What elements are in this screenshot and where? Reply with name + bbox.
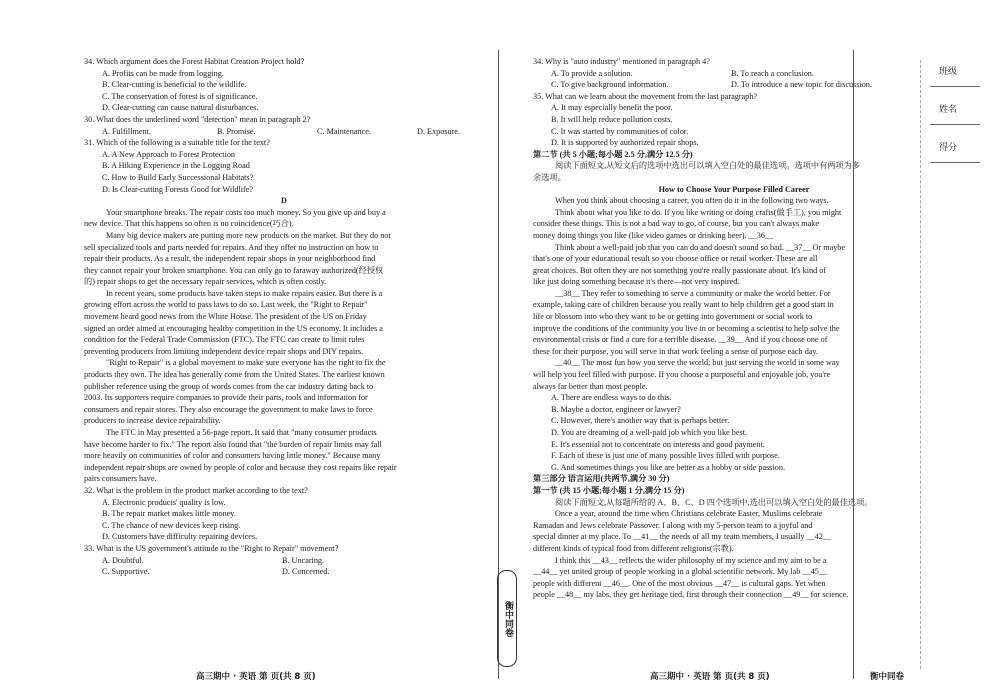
text-line: repair their products. As a result, the independent repair shops in your neighborhood find — [84, 254, 376, 264]
text-line: When you think about choosing a career, you often do it in the following two ways. — [555, 196, 829, 206]
text-line: 阅读下面短文,从短文后的选项中选出可以填入空白处的最佳选项。选项中有两项为多 — [555, 161, 860, 171]
seal-stamp: 衡中同卷 — [497, 570, 517, 667]
text-line: 第一节 (共 15 小题;每小题 1 分,满分 15 分) — [533, 485, 685, 495]
text-line: independent repair shops are owned by people of color and because they cost repairs like repair — [84, 462, 397, 472]
text-line: A. It may especially benefit the poor. — [551, 103, 673, 113]
option-item: A. Doubtful. — [102, 555, 144, 565]
right-page-content — [533, 56, 935, 601]
text-line: life or blossom into who they want to be or getting into government or social work to — [533, 312, 813, 322]
text-line: 35. What can we learn about the movement from the last paragraph? — [533, 91, 758, 101]
text-line: C. It was started by communities of color. — [551, 126, 689, 136]
margin-divider — [853, 50, 854, 679]
text-line: B. A Hiking Experience in the Logging Road — [102, 161, 250, 171]
option-item: D. Concerned. — [282, 567, 330, 577]
text-line: B. It will help reduce pollution costs. — [551, 114, 673, 124]
option-item: D. Exposure. — [417, 126, 460, 136]
text-line: "Right to Repair" is a global movement to make sure everyone has the right to fix the — [106, 358, 386, 368]
text-line: Your smartphone breaks. The repair costs too much money. So you give up and buy a — [106, 207, 386, 217]
text-line: producers to increase device repairability. — [84, 416, 221, 426]
text-line: 33. What is the US government's attitude to the "Right to Repair" movement? — [84, 543, 339, 553]
text-line: D. Clear-cutting can cause natural disturbances. — [102, 103, 259, 113]
name-label: 姓名 — [939, 105, 958, 115]
text-line: 第二节 (共 5 小题;每小题 2.5 分,满分 12.5 分) — [533, 149, 693, 159]
text-line: great choices. But often they are not something you're really passionate about. It's kind of — [533, 265, 827, 275]
text-line: environmental crisis or find a cure for a terrible disease. __39__ And if you choose one of — [533, 335, 828, 345]
text-line: they cannot repair your broken smartphone. You can only go to faraway authorized(经授权 — [84, 265, 384, 275]
text-line: C. The conservation of forest is of significance. — [102, 91, 258, 101]
text-line: 30. What does the underlined word "detection" mean in paragraph 2? — [84, 114, 311, 124]
text-line: these for their purpose, you will serve in that work feeling a sense of purpose each day. — [533, 346, 819, 356]
text-line: like just doing something because it's there—not very inspired. — [533, 277, 740, 287]
side-margin — [870, 0, 1000, 689]
text-line: The FTC in May presented a 56-page report. It said that "many consumer products — [106, 428, 377, 437]
name-line — [930, 124, 980, 125]
text-line: products they own. The idea has generally come from the United States. The earliest known — [84, 370, 385, 380]
text-line: sell specialized tools and parts needed for repairs. And they offer no instruction on how to — [84, 242, 379, 252]
text-line: Think about a well-paid job that you can do and doesn't sound so bad. __37__ Or maybe — [555, 242, 846, 252]
option-item: B. To reach a conclusion. — [731, 68, 814, 78]
text-line — [84, 126, 484, 138]
text-line: growing effort across the world to pass laws to do so. Last week, the "Right to Repair" — [84, 300, 368, 310]
option-item: B. Promise. — [217, 126, 256, 136]
text-line: signed an order aimed at encouraging healthy competition in the US economy. It includes a — [84, 323, 383, 333]
text-line: A. There are endless ways to do this. — [551, 393, 672, 403]
text-line: Once a year, around the time when Christians celebrate Easter, Muslims celebrate — [555, 509, 823, 519]
score-line — [930, 162, 980, 163]
text-line: people __48__ my labs, they get heritage tied, first through their connection __49__ for science. — [533, 590, 849, 600]
option-item: A. To provide a solution. — [551, 68, 633, 78]
cut-line — [920, 60, 921, 669]
text-line: A. A New Approach to Forest Protection — [102, 149, 236, 159]
text-line: have become harder to fix." The report also found that "the burden of repair limits may fall — [84, 439, 382, 449]
text-line: 34. Which argument does the Forest Habitat Creation Project hold? — [84, 57, 305, 66]
text-line: Many big device makers are putting more new products on the market. But they do not — [106, 230, 391, 240]
text-line: B. The repair market makes little money. — [102, 509, 236, 519]
option-item: D. To introduce a new topic for discussion. — [731, 80, 872, 90]
option-item: C. To give background information. — [551, 80, 669, 90]
text-line: __40__ The most fun how you serve the world; but just serving the world in some way — [555, 358, 840, 368]
text-line: consider these things. This is not a bad way to go, of course, but you can't always make — [533, 219, 820, 229]
right-page-footer: 高三期中 · 英语 第 页(共 8 页) — [650, 672, 770, 682]
text-line: G. And sometimes things you like are better as a hobby or side passion. — [551, 462, 785, 472]
text-line: movement heard good news from the White House. The president of the US on Friday — [84, 312, 367, 322]
text-line — [533, 79, 935, 91]
text-line: In recent years, some products have taken steps to make repairs easier. But there is a — [106, 288, 383, 298]
text-line: condition for the Federal Trade Commission (FTC). The FTC can create to limit rules — [84, 335, 365, 345]
text-line: __44__ yet united group of people working in a global scientific network. My lab __45__ — [533, 567, 828, 577]
text-line: 31. Which of the following is a suitable title for the text? — [84, 138, 270, 148]
option-item: A. Fulfillment. — [102, 126, 151, 136]
score-label: 得分 — [939, 143, 958, 153]
text-line: publisher reference using the group of words comes from the car industry dating back to — [84, 381, 374, 391]
text-line: D. Is Clear-cutting Forests Good for Wildlife? — [102, 184, 254, 194]
class-label: 班级 — [939, 67, 958, 77]
text-line: 的) repair shops to get the necessary repair services, which is often costly. — [84, 277, 327, 287]
text-line: will help you feel filled with purpose. If you choose a purposeful and enjoyable job, you're — [533, 370, 831, 380]
text-line: D — [281, 196, 287, 206]
text-line: How to Choose Your Purpose Filled Career — [658, 184, 810, 194]
text-line: I think this __43__ reflects the wider philosophy of my science and my aim to be a — [555, 555, 827, 565]
option-item: C. Maintenance. — [317, 126, 371, 136]
text-line: D. You are dreaming of a well-paid job which you like best. — [551, 428, 748, 437]
text-line: 第三部分 语言运用(共两节,满分 30 分) — [533, 474, 670, 484]
text-line: D. It is supported by authorized repair shops. — [551, 138, 699, 148]
left-page-footer: 高三期中 · 英语 第 页(共 8 页) — [196, 672, 316, 682]
side-footer: 衡中同卷 — [870, 672, 905, 682]
text-line: C. The chance of new devices keep rising. — [102, 520, 241, 530]
text-line: C. How to Build Early Successional Habitats? — [102, 172, 254, 182]
text-line: Think about what you like to do. If you like writing or doing crafts(做手工), you might — [555, 207, 842, 217]
text-line: 余选项。 — [533, 172, 566, 182]
left-page-content — [84, 56, 484, 578]
text-line: example, taking care of children because you really want to help children get a good start in — [533, 300, 834, 310]
text-line: consumers and repair stores. They also encourage the government to make laws to force — [84, 404, 373, 414]
text-line: Ramadan and Jews celebrate Passover. I along with my 5-person team to a joyful and — [533, 520, 813, 530]
text-line: A. Profits can be made from logging. — [102, 68, 224, 78]
text-line: always far better than most people. — [533, 381, 648, 391]
text-line — [84, 555, 484, 567]
text-line: different kinds of typical food from different religions(宗教). — [533, 543, 734, 553]
text-line: 2003. Its supporters require companies to provide their parts, tools and information for — [84, 393, 368, 403]
text-line: money doing things you like (like video games or drinking beer). __36__ — [533, 230, 774, 240]
option-item: B. Uncaring. — [282, 555, 325, 565]
text-line: preventing producers from limiting independent device repair shops and DIY repairs. — [84, 346, 364, 356]
text-line: that's one of your educational result so you choose office or retail worker. These are all — [533, 254, 818, 264]
text-line: 阅读下面短文,从每题所给的 A、B、C、D 四个选项中,选出可以填入空白处的最佳选项。 — [555, 497, 873, 507]
text-line: E. It's essential not to concentrate on interests and good payment. — [551, 439, 765, 449]
text-line: 32. What is the problem in the product market according to the text? — [84, 485, 308, 495]
text-line: people with different __46__. One of the most obvious __47__ is cultural gaps. Yet when — [533, 578, 826, 588]
text-line: 34. Why is "auto industry" mentioned in paragraph 4? — [533, 57, 710, 66]
text-line: improve the conditions of the community you live in or becoming a scientist to help solve the — [533, 323, 840, 333]
option-item: C. Supportive. — [102, 567, 150, 577]
text-line: special dinner at my place. To __41__ the needs of all my team members, I usually __42__ — [533, 532, 832, 542]
text-line — [533, 68, 935, 80]
class-line — [930, 86, 980, 87]
text-line: F. Each of these is just one of many possible lives filled with purpose. — [551, 451, 780, 461]
text-line — [84, 566, 484, 578]
text-line: more heavily on communities of color and consumers having little money." Because many — [84, 451, 381, 461]
text-line: B. Maybe a doctor, engineer or lawyer? — [551, 404, 681, 414]
text-line: A. Electronic products' quality is low. — [102, 497, 226, 507]
text-line: pairs consumers have. — [84, 474, 157, 484]
text-line: __38__ They refer to something to serve a community or make the world better. For — [555, 288, 831, 298]
text-line: B. Clear-cutting is beneficial to the wildlife. — [102, 80, 247, 90]
text-line: D. Customers have difficulty repairing devices. — [102, 532, 258, 542]
text-line: C. However, there's another way that is perhaps better. — [551, 416, 730, 426]
text-line: new device. That this happens so often is no coincidence(巧合). — [84, 219, 294, 229]
